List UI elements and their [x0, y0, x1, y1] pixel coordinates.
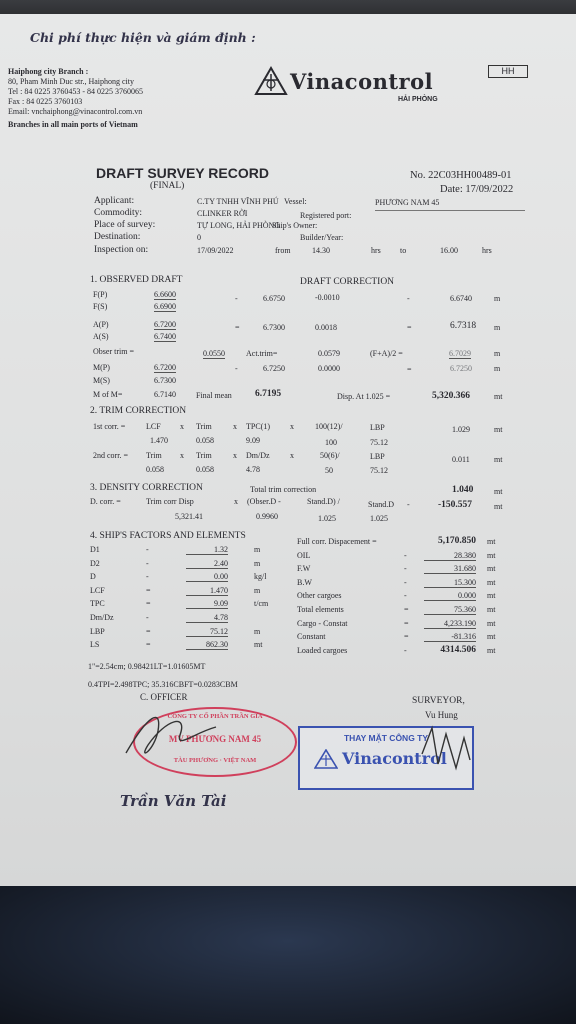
factor-right-sep: = — [404, 618, 409, 628]
factor-left-unit: kg/l — [254, 572, 267, 582]
value-fs: 6.6900 — [154, 302, 176, 311]
trim1-tpc-value: 9.09 — [246, 436, 260, 445]
factor-right-key: Cargo - Constat — [297, 618, 348, 628]
density-obsd: (Obser.D - — [247, 497, 281, 506]
factor-left-sep: - — [146, 613, 149, 622]
factor-left-key: LCF — [90, 585, 105, 595]
conversion-note-2: 0.4TPI=2.498TPC; 35.316CBFT=0.0283CBM — [88, 680, 238, 689]
label-obs-trim: Obser trim = — [93, 347, 134, 356]
factor-left-value: 4.78 — [186, 613, 228, 623]
factor-right-key: Other cargoes — [297, 591, 342, 601]
section-observed: 1. OBSERVED DRAFT — [90, 275, 183, 285]
label-place: Place of survey: — [94, 220, 156, 230]
trim2-dmdz: Dm/Dz — [246, 451, 270, 460]
value-mtot: 6.7250 — [450, 364, 472, 373]
factor-left-unit: m — [254, 626, 261, 636]
value-commodity: CLINKER RỜI — [197, 209, 248, 218]
factor-right-sep: - — [404, 550, 407, 560]
factor-left-key: TPC — [90, 599, 105, 609]
trim2-lbp: LBP — [370, 452, 385, 461]
unit-total-trim: mt — [494, 487, 503, 496]
section-factors: 4. SHIP'S FACTORS AND ELEMENTS — [90, 531, 246, 541]
label-applicant: Applicant: — [94, 196, 135, 206]
factor-right-sep: - — [404, 645, 407, 655]
value-applicant: C.TY TNHH VĨNH PHÚ — [197, 197, 279, 206]
density-label: D. corr. = — [90, 497, 121, 506]
label-final-mean: Final mean — [196, 391, 232, 400]
density-x: x — [234, 497, 238, 506]
factor-right-key: OIL — [297, 550, 311, 560]
label-destination: Destination: — [94, 232, 141, 242]
unit-fa2: m — [494, 349, 501, 358]
factor-left-unit: t/cm — [254, 599, 269, 609]
factor-right-unit: mt — [487, 605, 496, 614]
vessel-line — [375, 210, 525, 211]
trim1-lcf: LCF — [146, 422, 161, 431]
density-standd-value: 1.025 — [318, 514, 336, 523]
label-act-trim: Act.trim= — [246, 349, 278, 358]
factor-right-sep: - — [404, 577, 407, 587]
factor-right-unit: mt — [487, 537, 496, 546]
factor-left-sep: - — [146, 572, 149, 582]
trim2-trim-b: Trim — [196, 451, 212, 460]
value-ms: 6.7300 — [154, 376, 176, 385]
officer-signature-icon — [118, 705, 228, 765]
value-atot: 6.7318 — [450, 321, 477, 331]
trim2-trim-a-value: 0.058 — [146, 465, 164, 474]
value-acorr: 0.0018 — [315, 323, 337, 332]
factor-right-unit: mt — [487, 645, 496, 655]
factor-right-key: F.W — [297, 564, 311, 574]
factor-right-value: 15.300 — [424, 578, 476, 588]
trim1-lbp: LBP — [370, 423, 385, 432]
density-disp: Trim corr Disp — [146, 497, 194, 506]
branch-tel: Tel : 84 0225 3760453 - 84 0225 3760065 — [8, 87, 143, 96]
logo-sub: HẢI PHÒNG — [398, 96, 438, 103]
value-to-time: 16.00 — [440, 246, 458, 255]
trim2-lbp-value: 75.12 — [370, 466, 388, 475]
factor-left-value: 862.30 — [186, 640, 228, 650]
record-title: DRAFT SURVEY RECORD — [96, 165, 269, 181]
label-ms: M(S) — [93, 376, 110, 385]
surveyor-signature-icon — [412, 724, 478, 780]
factor-left-unit: m — [254, 545, 261, 554]
label-mofm: M of M= — [93, 390, 123, 399]
trim1-lcf-value: 1.470 — [150, 436, 168, 445]
factor-left-key: D — [90, 572, 96, 582]
background-fabric — [0, 886, 576, 1024]
label-fp: F(P) — [93, 290, 108, 299]
factor-right-key: Full corr. Dispacement = — [297, 537, 377, 546]
trim1-x2: x — [233, 422, 237, 431]
record-date: Date: 17/09/2022 — [440, 184, 514, 195]
record-final: (FINAL) — [150, 181, 185, 191]
trim2-x3: x — [290, 451, 294, 460]
factor-right-unit: mt — [487, 550, 496, 560]
factor-right-unit: mt — [487, 591, 496, 601]
trim1-result: 1.029 — [452, 425, 470, 434]
trim1-factor: 100(12)/ — [315, 422, 343, 431]
factor-left-value: 75.12 — [186, 627, 228, 637]
value-from-time: 14.30 — [312, 246, 330, 255]
trim2-dmdz-value: 4.78 — [246, 465, 260, 474]
value-obs-trim: 0.0550 — [203, 349, 225, 358]
value-mmean: 6.7250 — [263, 364, 285, 373]
unit-a: m — [494, 323, 501, 332]
value-as: 6.7400 — [154, 332, 176, 341]
trim2-factor: 50(6)/ — [320, 451, 340, 460]
label-vessel: Vessel: — [284, 197, 307, 206]
density-standd2-value: 1.025 — [370, 514, 388, 523]
trim1-factor-value: 100 — [325, 438, 337, 447]
value-mcorr: 0.0000 — [318, 364, 340, 373]
section-density: 3. DENSITY CORRECTION — [90, 483, 203, 493]
branch-address: 80, Pham Minh Duc str., Haiphong city — [8, 77, 134, 86]
factor-left-sep: = — [146, 640, 151, 650]
factor-left-key: LS — [90, 640, 100, 650]
trim1-x3: x — [290, 422, 294, 431]
section-draft-correction: DRAFT CORRECTION — [300, 277, 395, 287]
factor-right-sep: - — [404, 591, 407, 601]
label-owner: Ship's Owner: — [272, 221, 318, 230]
value-ftot: 6.6740 — [450, 294, 472, 303]
label-ap: A(P) — [93, 320, 109, 329]
factor-left-value: 1.470 — [186, 586, 228, 596]
factor-left-key: D2 — [90, 558, 100, 568]
trim1-x1: x — [180, 422, 184, 431]
trim1-lbp-value: 75.12 — [370, 438, 388, 447]
label-disp: Disp. At 1.025 = — [337, 392, 391, 401]
trim2-label: 2nd corr. = — [93, 451, 128, 460]
trim2-x1: x — [180, 451, 184, 460]
value-place: TỰ LONG, HẢI PHÒNG — [197, 221, 281, 230]
label-to: to — [400, 246, 407, 255]
vinacontrol-logo-icon — [254, 66, 288, 96]
factor-left-unit: m — [254, 585, 261, 595]
trim1-trim: Trim — [196, 422, 212, 431]
label-officer: C. OFFICER — [140, 692, 188, 702]
factor-right-value: 28.380 — [424, 551, 476, 561]
value-ap: 6.7200 — [154, 320, 176, 329]
value-act-trim: 0.0579 — [318, 349, 340, 358]
trim2-trim-b-value: 0.058 — [196, 465, 214, 474]
factor-left-key: Dm/Dz — [90, 613, 114, 622]
value-fcorr: -0.0010 — [315, 293, 340, 302]
factor-right-key: Loaded cargoes — [297, 645, 348, 655]
factor-right-unit: mt — [487, 618, 496, 628]
value-fp: 6.6600 — [154, 290, 176, 299]
factor-right-value: 5,170.850 — [438, 536, 476, 546]
trim1-label: 1st corr. = — [93, 422, 126, 431]
label-surveyor: SURVEYOR, — [412, 696, 465, 706]
trim2-trim-a: Trim — [146, 451, 162, 460]
value-destination: 0 — [197, 233, 201, 242]
factor-right-value: 75.360 — [424, 605, 476, 615]
trim2-unit: mt — [494, 455, 503, 464]
label-hrs: hrs — [371, 246, 381, 255]
label-total-trim: Total trim correction — [250, 485, 317, 494]
factor-right-unit: mt — [487, 564, 496, 574]
value-amean: 6.7300 — [263, 323, 285, 332]
trim2-x2: x — [233, 451, 237, 460]
blue-stamp-name: Vinacontrol — [342, 749, 447, 768]
trim2-factor-value: 50 — [325, 466, 333, 475]
factor-right-key: B.W — [297, 577, 312, 587]
officer-handwritten-name: Trần Văn Tài — [120, 792, 227, 810]
label-inspection: Inspection on: — [94, 245, 149, 255]
trim1-trim-value: 0.058 — [196, 436, 214, 445]
label-builder: Builder/Year: — [300, 233, 344, 242]
value-mofm: 6.7140 — [154, 390, 176, 399]
handwritten-fee-note: Chi phí thực hiện và giám định : — [30, 30, 256, 45]
factor-left-value: 1.32 — [186, 545, 228, 555]
value-density-corr: -150.557 — [438, 500, 473, 510]
factor-left-value: 0.00 — [186, 572, 228, 582]
factor-right-value: 4314.506 — [440, 644, 476, 655]
factor-right-value: 4,233.190 — [424, 619, 476, 629]
factor-left-sep: - — [146, 545, 149, 554]
factor-right-unit: mt — [487, 577, 496, 587]
factor-right-value: -81.316 — [424, 632, 476, 642]
unit-m: m — [494, 364, 501, 373]
label-as: A(S) — [93, 332, 109, 341]
density-disp-value: 5,321.41 — [175, 512, 203, 521]
branch-code-box: HH — [488, 65, 528, 78]
factor-right-sep: = — [404, 605, 409, 614]
logo-name: Vinacontrol — [290, 69, 434, 94]
factor-left-value: 9.09 — [186, 599, 228, 609]
value-mp: 6.7200 — [154, 363, 176, 372]
branch-email: Email: vnchaiphong@vinacontrol.com.vn — [8, 107, 143, 116]
label-registered: Registered port: — [300, 211, 352, 220]
factor-right-sep: - — [404, 564, 407, 574]
factor-right-value: 0.000 — [424, 591, 476, 601]
factor-left-unit: mt — [254, 640, 263, 650]
label-hrs2: hrs — [482, 246, 492, 255]
factor-right-sep: = — [404, 632, 409, 642]
factor-right-key: Total elements — [297, 605, 344, 614]
red-stamp-mid: MV PHƯƠNG NAM 45 — [168, 734, 262, 744]
branch-footer: Branches in all main ports of Vietnam — [8, 120, 138, 129]
value-fa2: 6.7029 — [449, 349, 471, 358]
red-stamp-bot: TÀU PHƯƠNG · VIỆT NAM — [173, 757, 257, 764]
density-standd: Stand.D) / — [307, 497, 340, 506]
label-commodity: Commodity: — [94, 208, 143, 218]
unit-density-corr: mt — [494, 502, 503, 511]
value-vessel: PHƯƠNG NAM 45 — [375, 198, 440, 207]
record-number: No. 22C03HH00489-01 — [410, 170, 512, 181]
factor-right-unit: mt — [487, 632, 496, 642]
blue-stamp-logo-icon — [314, 749, 338, 769]
branch-fax: Fax : 84 0225 3760103 — [8, 97, 83, 106]
factor-right-key: Constant — [297, 632, 326, 642]
factor-left-sep: = — [146, 585, 151, 595]
value-final-mean: 6.7195 — [255, 389, 282, 399]
unit-disp: mt — [494, 392, 503, 401]
density-obsd-value: 0.9960 — [256, 512, 278, 521]
trim1-unit: mt — [494, 425, 503, 434]
factor-left-sep: = — [146, 599, 151, 609]
trim1-tpc: TPC(1) — [246, 422, 270, 431]
factor-left-key: LBP — [90, 626, 105, 636]
factor-left-sep: - — [146, 558, 149, 568]
blue-stamp-top: THAY MẶT CÔNG TY — [343, 733, 429, 743]
red-stamp-top: CÔNG TY CỔ PHẦN TRẦN GIA — [167, 713, 263, 720]
value-total-trim: 1.040 — [452, 485, 474, 495]
section-trim: 2. TRIM CORRECTION — [90, 406, 187, 416]
label-fs: F(S) — [93, 302, 108, 311]
trim2-result: 0.011 — [452, 455, 470, 464]
unit-f: m — [494, 294, 501, 303]
conversion-note-1: 1"=2.54cm; 0.98421LT=1.01605MT — [88, 662, 206, 671]
factor-left-sep: = — [146, 626, 151, 636]
branch-title: Haiphong city Branch : — [8, 67, 89, 76]
value-fmean: 6.6750 — [263, 294, 285, 303]
label-from: from — [275, 246, 291, 255]
value-disp: 5,320.366 — [432, 391, 470, 401]
surveyor-name: Vu Hung — [425, 710, 458, 720]
value-inspection: 17/09/2022 — [197, 246, 234, 255]
factor-left-key: D1 — [90, 545, 100, 554]
factor-left-value: 2.40 — [186, 559, 228, 569]
label-fa2: (F+A)/2 = — [370, 349, 403, 358]
factor-right-value: 31.680 — [424, 564, 476, 574]
factor-left-unit: m — [254, 558, 261, 568]
label-mp: M(P) — [93, 363, 110, 372]
density-standd2: Stand.D — [368, 500, 394, 509]
